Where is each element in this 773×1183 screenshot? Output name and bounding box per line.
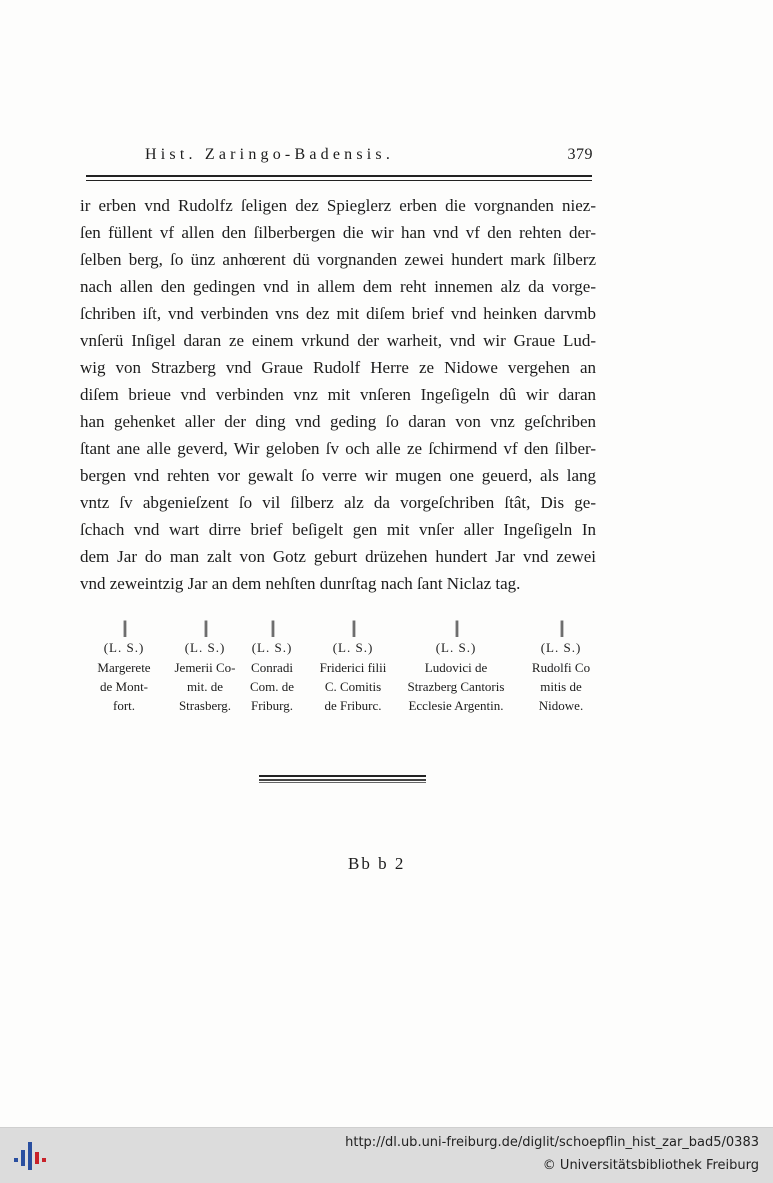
- seal-rudolfi: [526, 616, 596, 715]
- seal-mark: ||: [203, 617, 207, 637]
- seal-name-line: fort.: [112, 698, 136, 713]
- seal-name-line: mitis de: [540, 679, 582, 694]
- seal-ls: (L. S.): [184, 640, 226, 655]
- text-line: ſtant ane alle geverd, Wir geloben ſv och alle ze ſchirmend vf den ſilber-: [80, 439, 596, 458]
- ornament-rule: [259, 775, 426, 783]
- running-head-title: Hist. Zaringo-Badensis.: [145, 146, 395, 163]
- seal-mark: ||: [559, 617, 563, 637]
- seal-ls: (L. S.): [251, 640, 293, 655]
- seal-name-line: Friburg.: [250, 698, 293, 713]
- seal-name-line: Nidowe.: [538, 698, 584, 713]
- seal-name-line: C. Comitis: [324, 679, 382, 694]
- seal-name-line: Friderici filii: [319, 660, 387, 675]
- seal-mark: ||: [351, 617, 355, 637]
- viewer-footer: [0, 1127, 773, 1183]
- seal-mark: ||: [270, 617, 274, 637]
- seal-name-line: Jemerii Co-: [174, 660, 236, 675]
- seal-mark: ||: [454, 617, 458, 637]
- text-line: vnd zeweintzig Jar an dem nehſten dunrſtag nach ſant Niclaz tag.: [80, 574, 521, 593]
- text-line: ſelben berg, ſo ünz anhœrent dü vorgnanden zewei hundert mark ſilberz: [80, 250, 596, 269]
- seal-name-line: Ecclesie Argentin.: [408, 698, 504, 713]
- text-line: wig von Strazberg vnd Graue Rudolf Herre ze Nidowe vergehen an: [80, 358, 596, 377]
- seal-jemerii: [163, 616, 247, 715]
- text-line: ſchach vnd wart dirre brief beſigelt gen mit vnſer aller Ingeſigeln In: [80, 520, 596, 539]
- seal-list: [80, 616, 600, 726]
- seal-name-line: de Friburc.: [324, 698, 382, 713]
- text-line: vntz ſv abgenieſzent ſo vil ſilberz alz da vorgeſchriben ſtât, Dis ge-: [80, 493, 596, 512]
- seal-ls: (L. S.): [540, 640, 582, 655]
- seal-name-line: de Mont-: [99, 679, 149, 694]
- text-line: vnſerü Inſigel daran ze einem vrkund der warheit, vnd wir Graue Lud-: [80, 331, 596, 350]
- header-rule: [86, 175, 592, 181]
- page-number: 379: [567, 146, 593, 163]
- text-line: bergen vnd rehten vor gewalt ſo verre wir mugen one geuerd, als lang: [80, 466, 596, 485]
- running-head: [145, 146, 593, 168]
- seal-friderici: [310, 616, 396, 715]
- seal-ls: (L. S.): [103, 640, 145, 655]
- seal-ludovici: [396, 616, 516, 715]
- seal-name-line: Conradi: [251, 660, 293, 675]
- text-line: diſem brieue vnd verbinden vnz mit vnſeren Ingeſigeln dû wir daran: [80, 385, 596, 404]
- printer-signature: Bb b 2: [348, 854, 406, 873]
- copyright-notice: © Universitätsbibliothek Freiburg: [542, 1158, 759, 1173]
- seal-name-line: Ludovici de: [424, 660, 488, 675]
- seal-name-line: Strasberg.: [178, 698, 232, 713]
- body-text: [80, 192, 596, 597]
- seal-ls: (L. S.): [332, 640, 374, 655]
- seal-name-line: Rudolfi Co: [531, 660, 591, 675]
- text-line: ſen füllent vf allen den ſilberbergen die wir han vnd vf den rehten der-: [80, 223, 596, 242]
- seal-name-line: Com. de: [249, 679, 295, 694]
- seal-name-line: Margerete: [97, 660, 151, 675]
- text-line: ſchriben iſt, vnd verbinden vns dez mit diſem brief vnd heinken darvmb: [80, 304, 596, 323]
- seal-name-line: Strazberg Cantoris: [407, 679, 505, 694]
- text-line: nach allen den gedingen vnd in allem dem reht innemen alz da vorge-: [80, 277, 596, 296]
- text-line: ir erben vnd Rudolfz ſeligen dez Spieglerz erben die vorgnanden niez-: [80, 196, 596, 215]
- seal-conradi: [240, 616, 304, 715]
- seal-mark: ||: [122, 617, 126, 637]
- seal-margerete: [84, 616, 164, 715]
- text-line: han gehenket aller der ding vnd geding ſo daran von vnz geſchriben: [80, 412, 596, 431]
- seal-ls: (L. S.): [435, 640, 477, 655]
- university-library-logo-icon: [12, 1138, 48, 1174]
- text-line: dem Jar do man zalt von Gotz geburt drüzehen hundert Jar vnd zewei: [80, 547, 596, 566]
- seal-name-line: mit. de: [186, 679, 224, 694]
- source-url-link[interactable]: http://dl.ub.uni-freiburg.de/diglit/schoepflin_hist_zar_bad5/0383: [345, 1135, 759, 1150]
